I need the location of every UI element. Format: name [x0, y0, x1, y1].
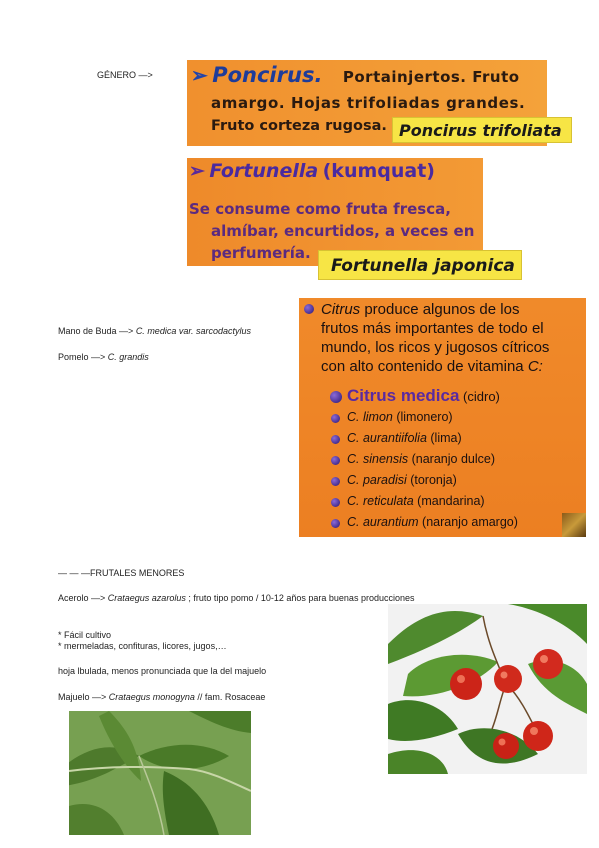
- bullet-icon: [331, 477, 340, 486]
- genero-label: GÉNERO —>: [97, 70, 153, 80]
- citrus-species-item: C. aurantium (naranjo amargo): [347, 515, 518, 529]
- arrow-bullet-icon: ➢: [191, 65, 208, 87]
- fortunella-species-tag: Fortunella japonica: [318, 250, 522, 280]
- poncirus-genus: Poncirus.: [212, 63, 323, 87]
- poncirus-line1: Portainjertos. Fruto: [342, 68, 520, 86]
- arrow-bullet-icon: ➢: [189, 161, 205, 182]
- citrus-intro: Citrus produce algunos de los frutos más importantes de todo el mundo, los ricos y jugosos cítricos con alto contenido de vitamina C:: [321, 301, 550, 375]
- citrus-species-item: C. paradisi (toronja): [347, 473, 457, 487]
- citrus-species-item: C. aurantiifolia (lima): [347, 431, 462, 445]
- fortunella-line2: almíbar, encurtidos, a veces en: [211, 222, 475, 240]
- bullet-icon: [330, 391, 342, 403]
- bullet-icon: [331, 519, 340, 528]
- bullet-icon: [331, 435, 340, 444]
- fortunella-genus: Fortunella: [209, 160, 319, 182]
- poncirus-species-tag: Poncirus trifoliata: [392, 117, 572, 143]
- fortunella-line3: perfumería.: [211, 244, 311, 262]
- pomelo-note: Pomelo —> C. grandis: [58, 352, 149, 362]
- slide-corner-decoration: [562, 513, 586, 537]
- poncirus-line2: amargo. Hojas trifoliadas grandes.: [211, 94, 526, 112]
- bullet-icon: [304, 304, 314, 314]
- bullet-icon: [331, 414, 340, 423]
- citrus-slide: [299, 298, 586, 537]
- mano-de-buda-note: Mano de Buda —> C. medica var. sarcodactylus: [58, 326, 252, 336]
- hoja-note: hoja lbulada, menos pronunciada que la del majuelo: [58, 666, 267, 676]
- majuelo-note: Majuelo —> Crataegus monogyna // fam. Rosaceae: [58, 692, 266, 702]
- poncirus-line3: Fruto corteza rugosa.: [211, 118, 387, 134]
- acerolo-note: Acerolo —> Crataegus azarolus ; fruto tipo pomo / 10-12 años para buenas producciones: [58, 593, 415, 603]
- majuelo-leaves-photo: [69, 711, 251, 835]
- fortunella-common: (kumquat): [322, 160, 435, 182]
- citrus-species-item: C. reticulata (mandarina): [347, 494, 485, 508]
- hawthorn-berries-photo: [388, 604, 587, 774]
- bullet-facil-cultivo: * Fácil cultivo: [58, 630, 112, 640]
- bullet-icon: [331, 498, 340, 507]
- bullet-mermeladas: * mermeladas, confituras, licores, jugos,…: [58, 641, 227, 651]
- fortunella-line1: Se consume como fruta fresca,: [189, 200, 451, 218]
- citrus-species-item: C. limon (limonero): [347, 410, 453, 424]
- bullet-icon: [331, 456, 340, 465]
- citrus-species-item: C. sinensis (naranjo dulce): [347, 452, 495, 466]
- citrus-medica: Citrus medica (cidro): [347, 386, 500, 405]
- frutales-heading: — — —FRUTALES MENORES: [58, 568, 185, 578]
